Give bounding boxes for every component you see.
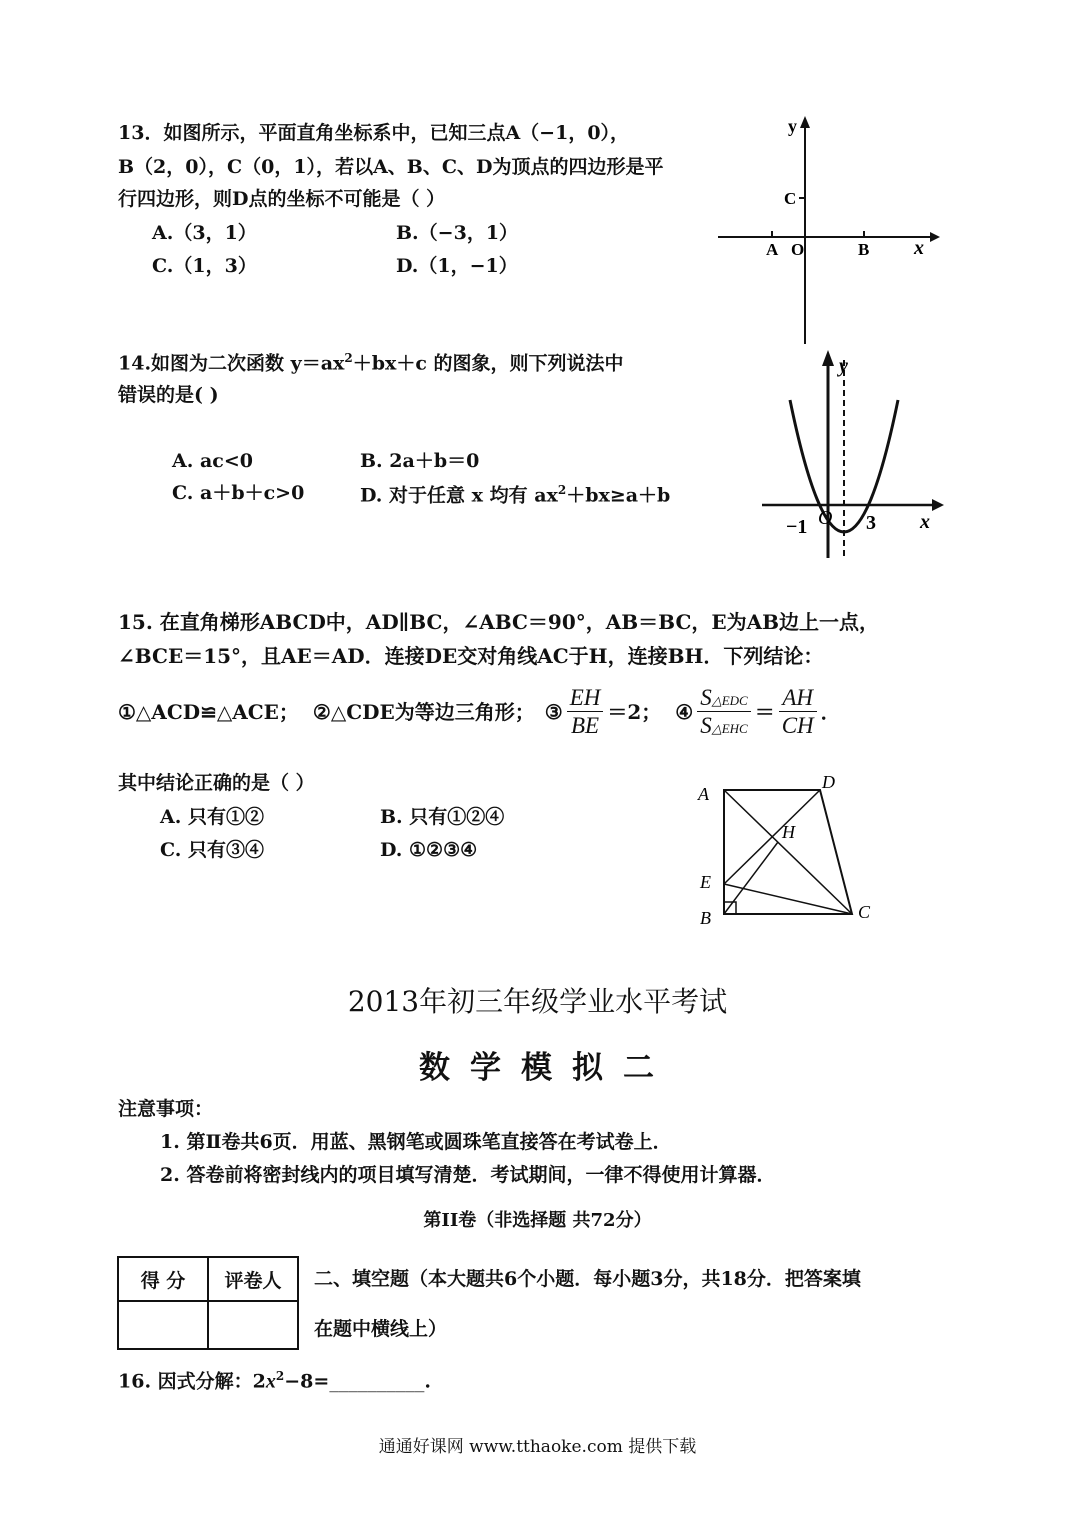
q15-line2: ∠BCE＝15°，且AE＝AD．连接DE交对角线AC于H，连接BH．下列结论： <box>118 644 824 668</box>
q16-line <box>118 1370 431 1391</box>
q13-fig-x-label: x <box>914 237 924 259</box>
note-1: 1. 第Ⅱ卷共6页．用蓝、黑钢笔或圆珠笔直接答在考试卷上． <box>160 1131 672 1153</box>
q13-option-a: A.（3，1） <box>152 222 257 244</box>
q13-fig-y-label: y <box>788 116 797 136</box>
q15-fraction-eh-be <box>567 686 604 737</box>
q15-conclusion-1: ①△ACD≌△ACE； <box>118 699 299 724</box>
q13-line2: B（2，0），C（0，1），若以A、B、C、D为顶点的四边形是平 <box>118 156 664 178</box>
q15-area-sub2: △EHC <box>711 721 748 736</box>
grader-cell[interactable] <box>208 1301 298 1349</box>
q14-option-d <box>360 484 670 505</box>
q14-fig-3-label: 3 <box>866 512 876 534</box>
q13-fig-a-label: A <box>766 240 779 259</box>
exam-title: 2013年初三年级学业水平考试 <box>347 985 728 1018</box>
q15-area-s2: S <box>700 713 712 738</box>
q15-frac-denominator-ch: CH <box>781 713 814 738</box>
q13-line3: 行四边形，则D点的坐标不可能是（ ） <box>118 188 446 210</box>
q15-frac-area-denominator <box>697 712 751 737</box>
q14-fig-y-label: y <box>839 355 848 377</box>
q15-area-sub1: △EDC <box>711 693 748 708</box>
q15-frac-numerator-ah: AH <box>779 686 817 712</box>
q15-fig-b-label: B <box>700 908 711 928</box>
q16-variable-x: x <box>265 1370 276 1393</box>
q14-parabola-figure <box>756 344 950 560</box>
q15-fig-e-label: E <box>700 872 711 892</box>
q13-fig-o-label: O <box>791 240 805 259</box>
q15-frac-numerator-eh: EH <box>567 686 604 712</box>
score-header: 得 分 <box>118 1257 208 1301</box>
q14-sup: 2 <box>344 351 353 365</box>
q14-line1 <box>118 352 624 373</box>
q16-answer-blank[interactable]: __________ <box>329 1370 425 1393</box>
q15-fig-c-label: C <box>858 902 871 922</box>
fill-section-line1: 二、填空题（本大题共6个小题．每小题3分，共18分．把答案填 <box>314 1268 861 1290</box>
exam-subtitle: 数学模拟二 <box>419 1050 674 1086</box>
q15-fraction-area <box>697 686 751 737</box>
q14-fig-x-label: x <box>920 511 930 533</box>
q15-frac-denominator-be: BE <box>570 713 600 738</box>
q13-coordinate-figure <box>712 112 942 348</box>
note-2: 2. 答卷前将密封线内的项目填写清楚．考试期间，一律不得使用计算器． <box>160 1164 776 1186</box>
q15-conclusion-4-suffix: ． <box>820 699 841 724</box>
q15-line1: 15. 在直角梯形ABCD中，AD∥BC，∠ABC＝90°，AB＝BC，E为AB边上一点， <box>118 610 880 634</box>
score-cell[interactable] <box>118 1301 208 1349</box>
q13-option-b: B.（−3，1） <box>396 222 519 244</box>
q14-line2: 错误的是( ) <box>118 384 219 406</box>
q15-fig-d-label: D <box>822 772 835 792</box>
notes-heading: 注意事项： <box>118 1098 214 1120</box>
score-table <box>117 1256 299 1350</box>
q15-option-a: A. 只有①② <box>160 806 264 828</box>
q13-line1: 13．如图所示，平面直角坐标系中，已知三点A（−1，0）， <box>118 122 630 144</box>
q14-option-d-a: D. 对于任意 x 均有 ax <box>360 484 558 507</box>
q15-conclusion-3-suffix: ＝2； <box>607 699 662 724</box>
q15-option-d: D. ①②③④ <box>380 839 478 861</box>
grader-header: 评卷人 <box>208 1257 298 1301</box>
q13-option-d: D.（1，−1） <box>396 255 518 277</box>
q14-option-a: A. ac<0 <box>172 450 253 472</box>
q14-line1-b: ＋bx＋c 的图象，则下列说法中 <box>352 352 624 375</box>
q15-option-b: B. 只有①②④ <box>380 806 505 828</box>
q15-fraction-ah-ch <box>779 686 817 737</box>
q15-option-c: C. 只有③④ <box>160 839 265 861</box>
fill-section-line2: 在题中横线上） <box>314 1318 448 1340</box>
q13-fig-b-label: B <box>858 240 870 259</box>
q13-option-c: C.（1，3） <box>152 255 257 277</box>
q13-fig-c-label: C <box>784 189 797 208</box>
section-heading: 第II卷（非选择题 共72分） <box>423 1210 652 1231</box>
q15-fig-a-label: A <box>698 784 709 804</box>
q14-line1-a: 14.如图为二次函数 y＝ax <box>118 352 345 375</box>
q15-fig-h-label: H <box>782 822 795 842</box>
q15-trapezoid-figure <box>692 770 882 930</box>
q14-option-b: B. 2a＋b＝0 <box>360 450 480 472</box>
q16-sup: 2 <box>275 1369 285 1383</box>
q15-frac-area-numerator <box>697 686 751 712</box>
q15-line4: 其中结论正确的是（ ） <box>118 772 315 794</box>
q16-prefix: 16. 因式分解：2 <box>118 1370 266 1393</box>
q14-fig-o-label: O <box>818 507 833 529</box>
q15-conclusion-4-equals: ＝ <box>754 699 775 724</box>
q15-conclusion-3-prefix: ③ <box>544 699 563 724</box>
q15-conclusions <box>118 686 841 737</box>
q14-option-d-sup: 2 <box>557 483 567 497</box>
footer-text: 通通好课网 www.tthaoke.com 提供下载 <box>378 1437 697 1457</box>
q14-option-d-b: ＋bx≥a＋b <box>566 484 671 507</box>
q16-post: −8= <box>284 1370 330 1393</box>
q14-fig-neg1-label: −1 <box>786 516 808 538</box>
q16-end: . <box>424 1370 431 1393</box>
q15-conclusion-4-prefix: ④ <box>675 699 694 724</box>
q15-area-s1: S <box>700 685 712 710</box>
q14-option-c: C. a＋b＋c>0 <box>172 482 305 504</box>
q15-conclusion-2: ②△CDE为等边三角形； <box>312 699 535 724</box>
